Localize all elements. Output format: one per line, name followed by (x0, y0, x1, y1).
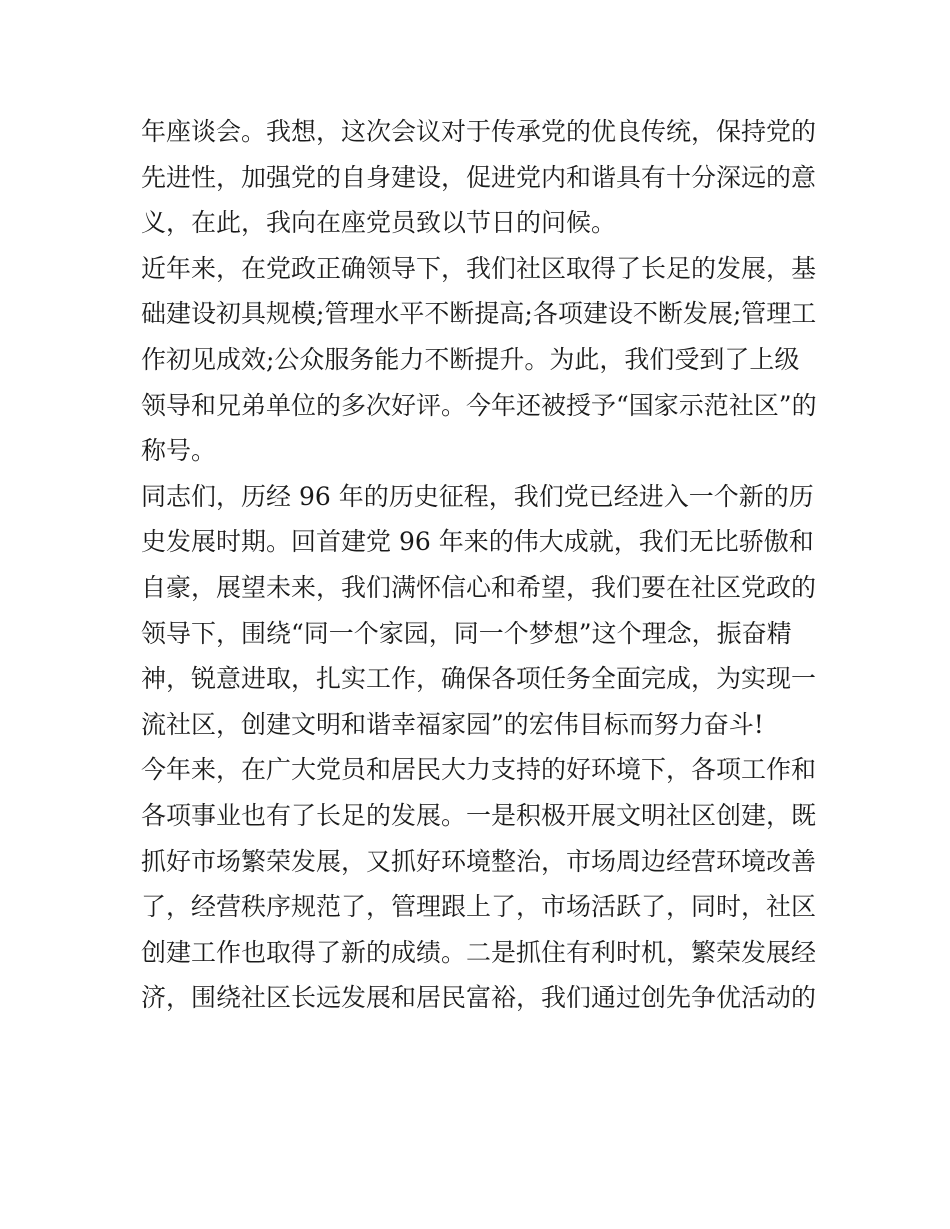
text-line: 领导下，围绕“同一个家园，同一个梦想”这个理念，振奋精 (141, 618, 792, 648)
text-line: 各项事业也有了长足的发展。一是积极开展文明社区创建，既 (141, 800, 817, 830)
text-line: 神，锐意进取，扎实工作，确保各项任务全面完成，为实现一 (141, 664, 817, 694)
text-line: 流社区，创建文明和谐幸福家园”的宏伟目标而努力奋斗! (141, 709, 764, 739)
text-line: 近年来，在党政正确领导下，我们社区取得了长足的发展，基 (141, 253, 817, 283)
text-line: 今年来，在广大党员和居民大力支持的好环境下，各项工作和 (141, 755, 817, 785)
text-line: 创建工作也取得了新的成绩。二是抓住有利时机，繁荣发展经 (141, 937, 817, 967)
text-line: 年座谈会。我想，这次会议对于传承党的优良传统，保持党的 (141, 117, 817, 146)
text-line: 史发展时期。回首建党 96 年来的伟大成就，我们无比骄傲和 (141, 527, 814, 557)
text-line: 了，经营秩序规范了，管理跟上了，市场活跃了，同时，社区 (141, 892, 817, 922)
body-text (141, 109, 821, 1021)
text-line: 础建设初具规模;管理水平不断提高;各项建设不断发展;管理工 (141, 299, 817, 329)
text-line: 称号。 (141, 436, 217, 466)
text-line: 义，在此，我向在座党员致以节日的问候。 (141, 208, 617, 238)
text-line: 领导和兄弟单位的多次好评。今年还被授予“国家示范社区”的 (141, 390, 817, 420)
text-line: 作初见成效;公众服务能力不断提升。为此，我们受到了上级 (141, 344, 800, 374)
text-line: 济，围绕社区长远发展和居民富裕，我们通过创先争优活动的 (141, 983, 817, 1013)
text-line: 先进性，加强党的自身建设，促进党内和谐具有十分深远的意 (141, 162, 817, 192)
text-line: 自豪，展望未来，我们满怀信心和希望，我们要在社区党政的 (141, 572, 817, 602)
text-line: 同志们，历经 96 年的历史征程，我们党已经进入一个新的历 (141, 481, 814, 511)
text-line: 抓好市场繁荣发展，又抓好环境整治，市场周边经营环境改善 (141, 846, 817, 876)
